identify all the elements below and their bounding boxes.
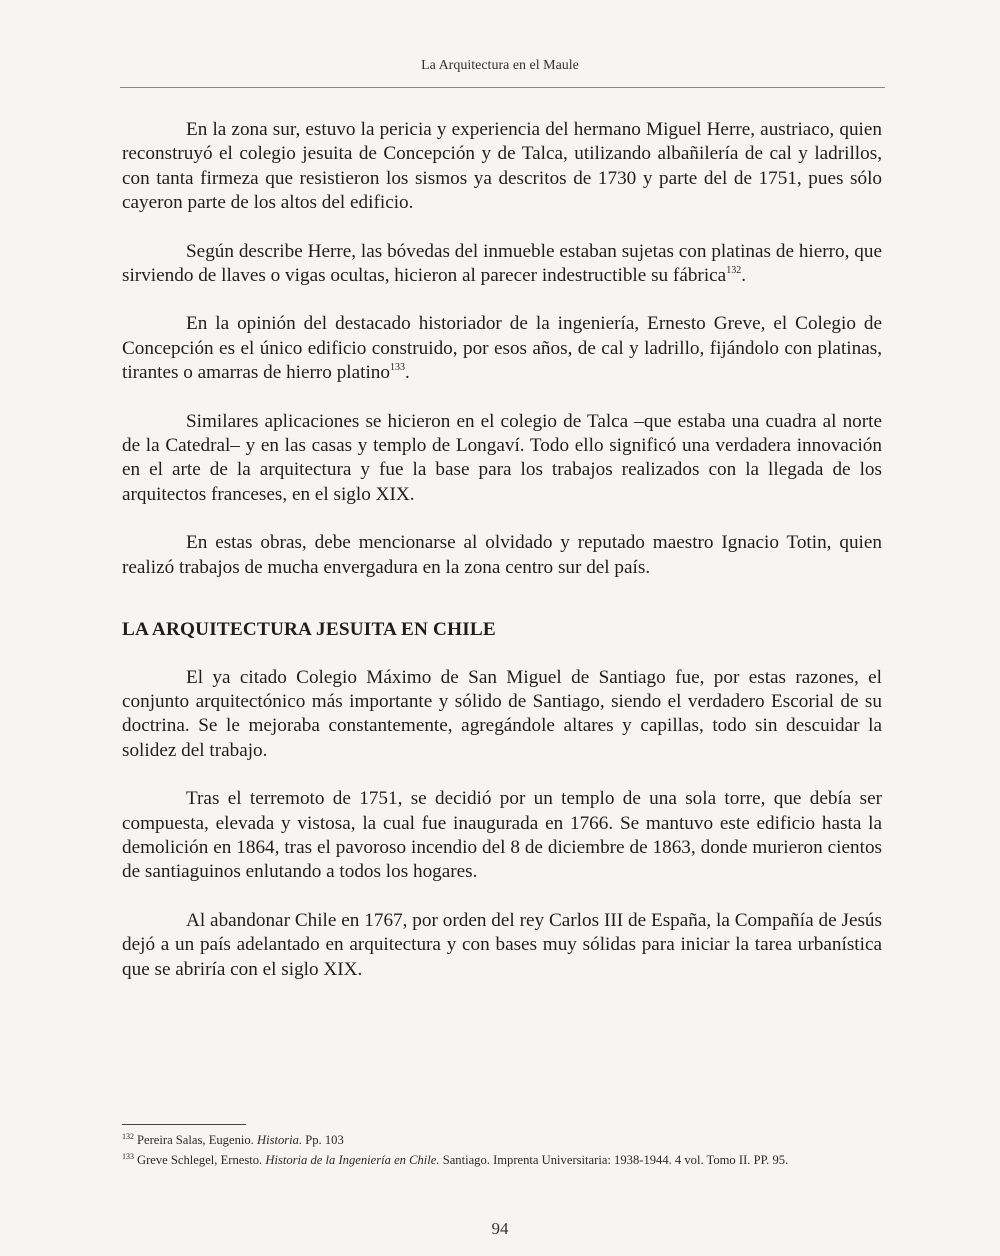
paragraph-text: Según describe Herre, las bóvedas del inmueble estaban sujetas con platinas de hierro, que sirviendo de llaves o vigas ocultas, hicieron al parecer indestructible su fábrica xyxy=(122,240,882,287)
paragraph-tail: . xyxy=(405,362,410,384)
paragraph-with-footnote-132 xyxy=(122,240,882,289)
footnote-133 xyxy=(122,1150,902,1170)
footnotes xyxy=(122,1130,902,1170)
paragraph: En estas obras, debe mencionarse al olvidado y reputado maestro Ignacio Totin, quien realizó trabajos de mucha envergadura en la zona centro sur del país. xyxy=(122,532,882,578)
body-text xyxy=(122,118,882,1006)
footnote-author: Greve Schlegel, Ernesto. xyxy=(137,1153,266,1167)
page-number: 94 xyxy=(491,1219,509,1238)
footnote-ref-133: 133 xyxy=(390,362,405,374)
footnote-details: Santiago. Imprenta Universitaria: 1938-1944. 4 vol. Tomo II. PP. 95. xyxy=(439,1153,789,1167)
paragraph: Similares aplicaciones se hicieron en el colegio de Talca –que estaba una cuadra al norte de la Catedral– y en las casas y templo de Longaví. Todo ello significó una verdadera innovación en el arte de la arquitectura y fue la base para los trabajos realizados con la llegada de los arquitectos franceses, en el siglo XIX. xyxy=(122,410,882,505)
footnote-number: 133 xyxy=(122,1152,134,1161)
footnote-author: Pereira Salas, Eugenio. xyxy=(137,1133,257,1147)
footnote-number: 132 xyxy=(122,1132,134,1141)
paragraph: Tras el terremoto de 1751, se decidió por un templo de una sola torre, que debía ser compuesta, elevada y vistosa, la cual fue inaugurada en 1766. Se mantuvo este edificio hasta la demolición en 1864, tras el pavoroso incendio del 8 de diciembre de 1863, donde murieron cientos de santiaguinos enlutando a todos los hogares. xyxy=(122,788,882,883)
footnote-ref-132: 132 xyxy=(726,265,742,277)
paragraph: En la zona sur, estuvo la pericia y experiencia del hermano Miguel Herre, austriaco, quien reconstruyó el colegio jesuita de Concepción y de Talca, utilizando albañilería de cal y ladrillos, con tanta firmeza que resistieron los sismos ya descritos de 1730 y parte del de 1751, pues sólo cayeron parte de los altos del edificio. xyxy=(122,119,882,214)
section-heading: LA ARQUITECTURA JESUITA EN CHILE xyxy=(122,619,496,641)
footnote-title: Historia. xyxy=(256,1133,303,1147)
paragraph-text: En la opinión del destacado historiador de la ingeniería, Ernesto Greve, el Colegio de Concepción es el único edificio construido, por esos años, de cal y ladrillo, fijándolo con platinas, tirantes o amarras de hierro platino xyxy=(122,313,882,384)
footnote-details: Pp. 103 xyxy=(302,1133,344,1147)
paragraph: El ya citado Colegio Máximo de San Miguel de Santiago fue, por estas razones, el conjunto arquitectónico más importante y sólido de Santiago, siendo el verdadero Escorial de su doctrina. Se le mejoraba constantemente, agregándole altares y capillas, todo sin descuidar la solidez del trabajo. xyxy=(122,666,882,761)
running-title: La Arquitectura en el Maule xyxy=(421,58,579,73)
header-rule xyxy=(120,87,885,88)
paragraph: Al abandonar Chile en 1767, por orden del rey Carlos III de España, la Compañía de Jesús dejó a un país adelantado en arquitectura y con bases muy sólidas para iniciar la tarea urbanística que se abriría con el siglo XIX. xyxy=(122,909,882,980)
paragraph-with-footnote-133 xyxy=(122,312,882,385)
footnote-title: Historia de la Ingeniería en Chile. xyxy=(265,1153,440,1167)
footnote-rule xyxy=(122,1124,246,1125)
paragraph-tail: . xyxy=(741,265,746,287)
footnote-132 xyxy=(122,1130,902,1150)
